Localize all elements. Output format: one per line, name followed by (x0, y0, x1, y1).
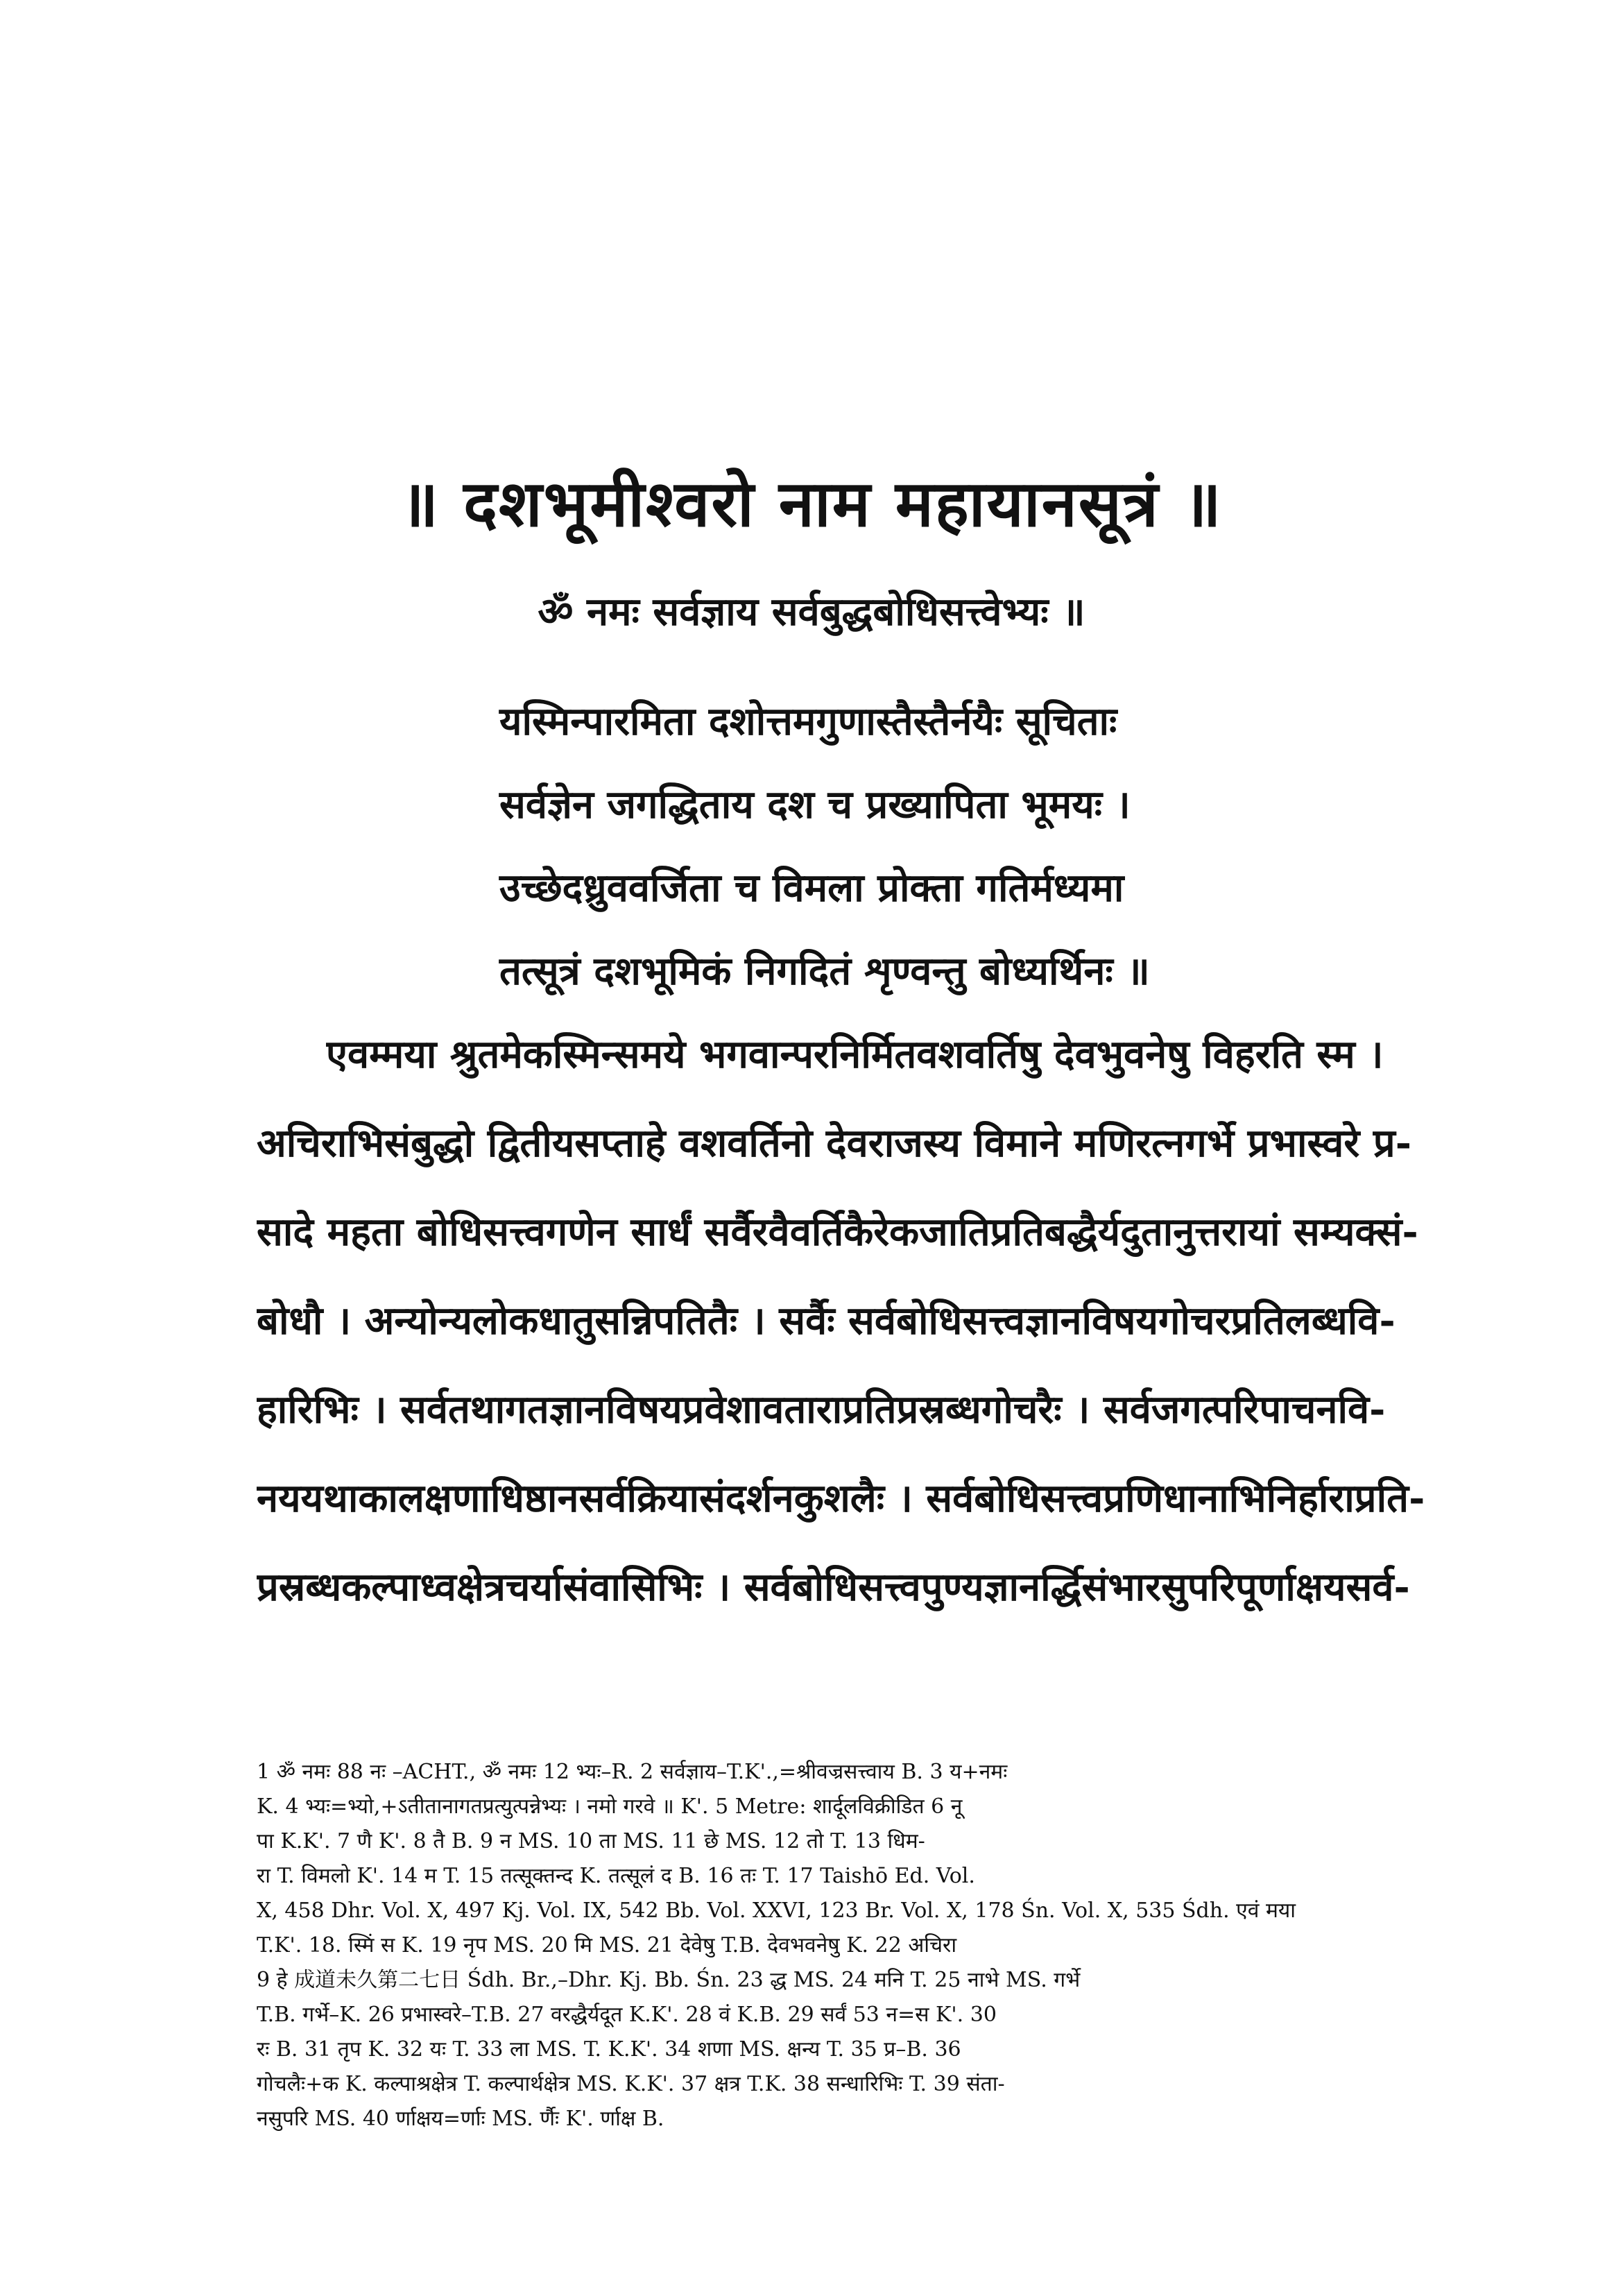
prose-line: अचिराभिसंबुद्धो द्वितीयसप्ताहे वशवर्तिनो देवराजस्य विमाने मणिरत्नगर्भे प्रभास्वरे प्र- (257, 1120, 1411, 1166)
verse-line: उच्छेदध्रुववर्जिता च विमला प्रोक्ता गतिर्मध्यमा (499, 865, 1124, 911)
verse-line: तत्सूत्रं दशभूमिकं निगदितं शृण्वन्तु बोध्यर्थिनः ॥ (499, 948, 1150, 994)
footnote-line: रा T. विमलो K'. 14 म T. 15 तत्सूक्तन्द K. तत्सूलं द B. 16 तः T. 17 Taishō Ed. Vol. (257, 1864, 975, 1888)
footnote-line: T.B. गर्भे–K. 26 प्रभास्वरे–T.B. 27 वरद्धैर्यदूत K.K'. 28 वं K.B. 29 सर्वं 53 न=स K'. 30 (257, 2003, 997, 2027)
footnote-line: नसुपरि MS. 40 र्णाक्षय=र्णाः MS. र्णैः K'. र्णाक्ष B. (257, 2107, 664, 2131)
invocation-line: ॐ नमः सर्वज्ञाय सर्वबुद्धबोधिसत्त्वेभ्यः ॥ (538, 589, 1085, 635)
footnote-line: T.K'. 18. स्मिं स K. 19 नृप MS. 20 मि MS. 21 देवेषु T.B. देवभवनेषु K. 22 अचिरा (257, 1933, 957, 1957)
verse-line: सर्वज्ञेन जगद्धिताय दश च प्रख्यापिता भूमयः । (499, 782, 1131, 828)
footnote-line: 1 ॐ नमः 88 नः –ACHT., ॐ नमः 12 भ्यः–R. 2 सर्वज्ञाय–T.K'.,=श्रीवज्रसत्त्वाय B. 3 य+नमः (257, 1760, 1008, 1784)
footnote-line: K. 4 भ्यः=भ्यो,+ऽतीतानागतप्रत्युत्पन्नेभ्यः । नमो गरवे ॥ K'. 5 Metre: शार्दूलविक्रीडित 6 नू (257, 1794, 963, 1819)
prose-line: सादे महता बोधिसत्त्वगणेन सार्धं सर्वैरवैवर्तिकैरेकजातिप्रतिबद्धैर्यदुतानुत्तरायां सम्यक्सं- (257, 1209, 1418, 1255)
prose-line: बोधौ । अन्योन्यलोकधातुसन्निपतितैः । सर्वैः सर्वबोधिसत्त्वज्ञानविषयगोचरप्रतिलब्धवि- (257, 1298, 1396, 1344)
prose-line: हारिभिः । सर्वतथागतज्ञानविषयप्रवेशावताराप्रतिप्रस्रब्धगोचरैः । सर्वजगत्परिपाचनवि- (257, 1387, 1386, 1432)
prose-line: प्रस्रब्धकल्पाध्वक्षेत्रचर्यासंवासिभिः । सर्वबोधिसत्त्वपुण्यज्ञानर्द्धिसंभारसुपरिपूर्णाक्षयसर्व- (257, 1564, 1410, 1610)
verse-line: यस्मिन्पारमिता दशोत्तमगुणास्तैस्तैर्नयैः सूचिताः (499, 699, 1117, 744)
footnotes (257, 1755, 1436, 2136)
footnote-line: रः B. 31 तृप K. 32 यः T. 33 ला MS. T. K.K'. 34 शणा MS. क्षन्य T. 35 प्र–B. 36 (257, 2037, 961, 2062)
footnote-line: पा K.K'. 7 णै K'. 8 तै B. 9 न MS. 10 ता MS. 11 छे MS. 12 तो T. 13 धिम- (257, 1829, 925, 1853)
prose-line: एवम्मया श्रुतमेकस्मिन्समये भगवान्परनिर्मितवशवर्तिषु देवभुवनेषु विहरति स्म । (326, 1031, 1384, 1077)
footnote-line: 9 हे 成道未久第二七日 Śdh. Br.,–Dhr. Kj. Bb. Śn. 23 द्ध MS. 24 मनि T. 25 नाभे MS. गर्भे (257, 1968, 1081, 1992)
prose-line: नययथाकालक्षणाधिष्ठानसर्वक्रियासंदर्शनकुशलैः । सर्वबोधिसत्त्वप्रणिधानाभिनिर्हाराप्रति- (257, 1475, 1425, 1521)
sutra-title: ॥ दशभूमीश्वरो नाम महायानसूत्रं ॥ (400, 466, 1223, 541)
footnote-line: X, 458 Dhr. Vol. X, 497 Kj. Vol. IX, 542 Bb. Vol. XXVI, 123 Br. Vol. X, 178 Śn. Vol. X, 535 Śdh. एवं मया (257, 1899, 1296, 1923)
footnote-line: गोचलैः+क K. कल्पाश्रक्षेत्र T. कल्पार्थक्षेत्र MS. K.K'. 37 क्षत्र T.K. 38 सन्धारिभिः T. 39 संता- (257, 2072, 1005, 2096)
